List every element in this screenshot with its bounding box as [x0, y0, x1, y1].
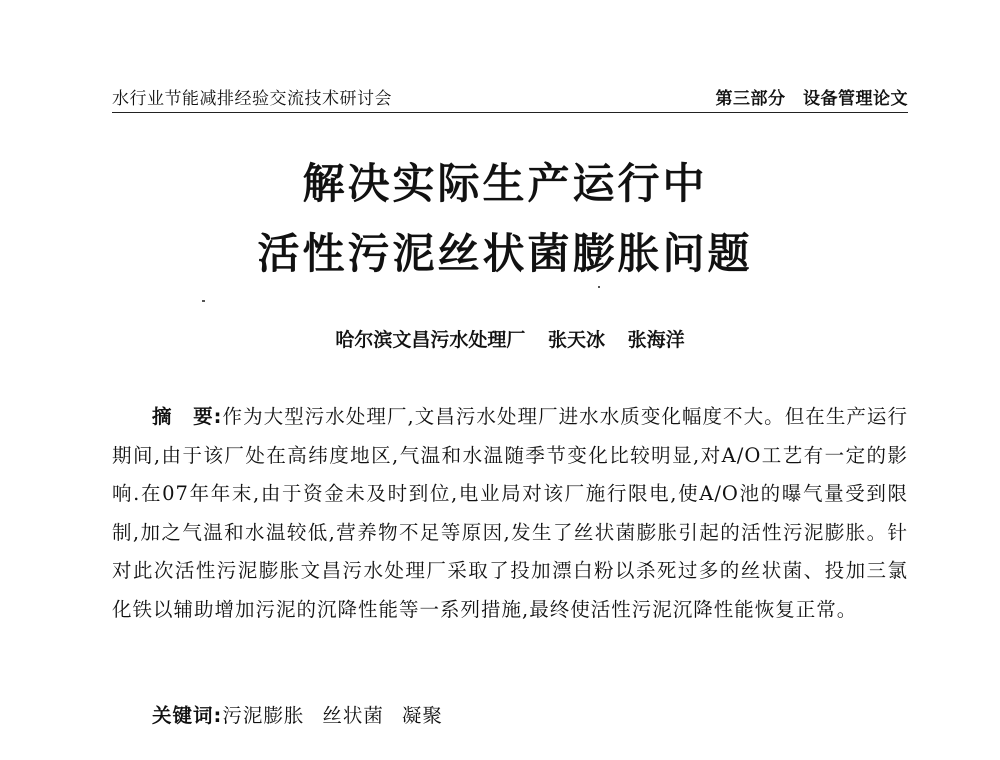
author-name: 张海洋 [627, 329, 685, 351]
keywords [152, 700, 461, 728]
abstract-label: 摘 要: [152, 405, 223, 428]
author-name: 张天冰 [547, 329, 605, 351]
keyword: 污泥膨胀 [222, 704, 305, 727]
keyword: 凝聚 [401, 704, 443, 727]
title-line-2: 活性污泥丝状菌膨胀问题 [257, 229, 753, 278]
scan-speck [598, 286, 600, 288]
running-header [112, 82, 908, 113]
affiliation: 哈尔滨文昌污水处理厂 [335, 329, 526, 351]
authors-line [0, 325, 1000, 352]
section-name: 第三部分 设备管理论文 [715, 89, 908, 109]
scan-speck [202, 300, 205, 302]
conference-name: 水行业节能减排经验交流技术研讨会 [112, 89, 392, 109]
keyword: 丝状菌 [322, 704, 384, 727]
abstract [112, 398, 908, 629]
title-line-1: 解决实际生产运行中 [302, 159, 708, 208]
abstract-text: 作为大型污水处理厂,文昌污水处理厂进水水质变化幅度不大。但在生产运行期间,由于该厂处在高纬度地区,气温和水温随季节变化比较明显,对A/O工艺有一定的影响.在07年年末,由于资金未及时到位,电业局对该厂施行限电,使A/O池的曝气量受到限制,加之气温和水温较低,营养物不足等原因,发生了丝状菌膨胀引起的活性污泥膨胀。针对此次活性污泥膨胀文昌污水处理厂采取了投加漂白粉以杀死过多的丝状菌、投加三氯化铁以辅助增加污泥的沉降性能等一系列措施,最终使活性污泥沉降性能恢复正常。 [112, 405, 908, 621]
keywords-label: 关键词: [152, 704, 223, 727]
